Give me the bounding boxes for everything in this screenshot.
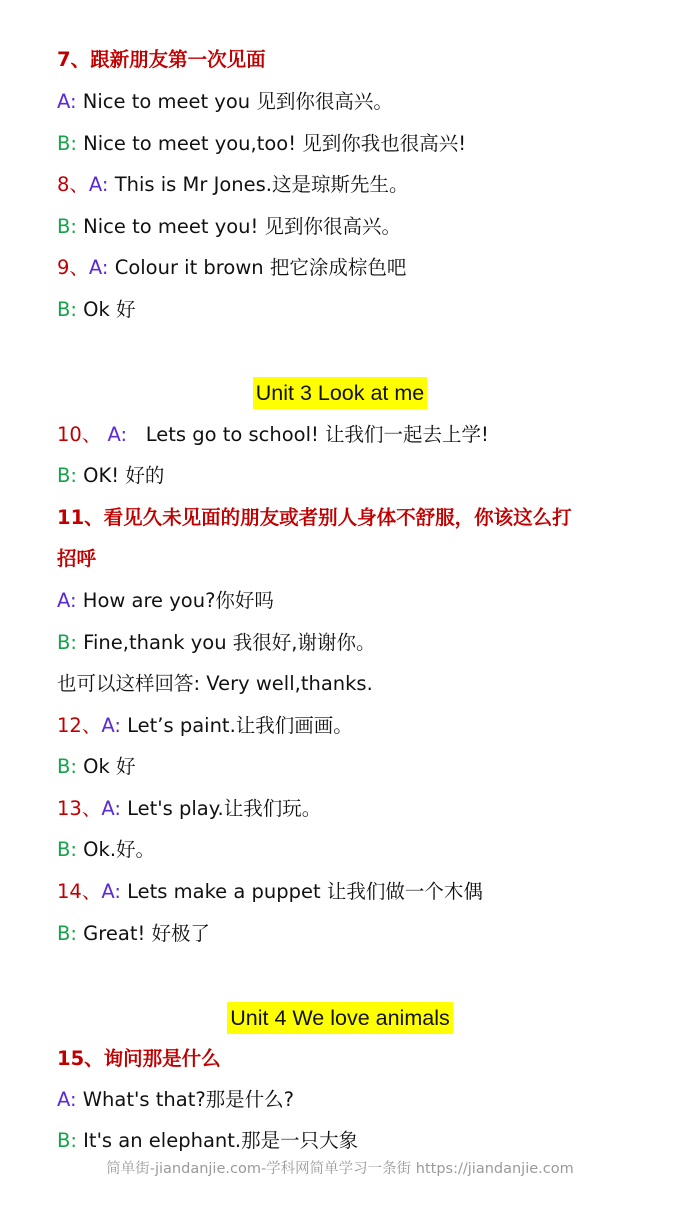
speaker-separator: : [70,1088,83,1111]
item-number: 8、 [57,173,89,196]
speaker-separator: : [101,256,115,279]
item-number: 10、 [57,423,108,446]
speaker-label-a: A [101,797,115,820]
dialog-line [57,1127,358,1155]
speaker-label-a: A [57,589,70,612]
topic-heading-11-continued: 招呼 [57,547,97,570]
speaker-separator: : [70,922,84,945]
speaker-separator: : [114,714,128,737]
speaker-label-b: B [57,464,71,487]
speaker-label-a: A [107,423,121,446]
dialog-line [57,171,408,199]
speaker-label-b: B [57,631,71,654]
dialog-text: Ok.好。 [83,838,156,861]
speaker-separator: : [70,755,84,778]
speaker-label-a: A [88,173,102,196]
dialog-text: Nice to meet you! 见到你很高兴。 [83,215,402,238]
speaker-label-a: A [57,90,70,113]
dialog-text: Great! 好极了 [83,922,210,945]
speaker-label-a: A [88,256,102,279]
item-number: 9、 [57,256,89,279]
dialog-line [57,213,401,241]
topic-heading-7: 7、跟新朋友第一次见面 [57,48,266,71]
dialog-line [57,1086,294,1114]
alternative-answer: 也可以这样回答: Very well,thanks. [57,672,373,695]
speaker-separator: : [70,215,84,238]
speaker-separator: : [70,1129,84,1152]
speaker-separator: : [70,589,83,612]
dialog-line [57,878,483,906]
unit-4-heading-row [0,1002,680,1034]
dialog-text: Lets go to school! 让我们一起去上学! [133,423,489,446]
speaker-separator: : [70,298,84,321]
topic-heading-11: 11、看见久未见面的朋友或者别人身体不舒服，你该这么打 [57,506,572,529]
item-number: 12、 [57,714,102,737]
dialog-line [57,130,466,158]
dialog-line [57,88,393,116]
dialog-text: Nice to meet you 见到你很高兴。 [82,90,393,113]
dialog-line [57,753,136,781]
dialog-line [57,462,164,490]
speaker-separator: : [70,838,84,861]
item-number: 13、 [57,797,102,820]
dialog-line [57,254,406,282]
dialog-text: Ok 好 [83,755,136,778]
dialog-line [57,836,155,864]
dialog-line [57,629,375,657]
unit-4-heading: Unit 4 We love animals [227,1002,452,1034]
dialog-line [57,587,274,615]
speaker-separator: : [114,797,128,820]
dialog-text: Lets make a puppet 让我们做一个木偶 [127,880,483,903]
speaker-label-b: B [57,215,71,238]
item-number: 14、 [57,880,102,903]
dialog-text: Let’s paint.让我们画画。 [127,714,353,737]
speaker-label-b: B [57,132,71,155]
speaker-separator: : [70,90,83,113]
speaker-label-b: B [57,838,71,861]
speaker-label-b: B [57,298,71,321]
footer-watermark: 简单街-jiandanjie.com-学科网简单学习一条街 https://jiandanjie.com [106,1161,574,1177]
dialog-line [57,920,210,948]
speaker-separator: : [120,423,134,446]
dialog-text: Ok 好 [83,298,136,321]
speaker-label-a: A [101,880,115,903]
dialog-line [57,712,353,740]
speaker-separator: : [114,880,128,903]
speaker-label-a: A [57,1088,70,1111]
dialog-line [57,421,489,449]
dialog-text: Nice to meet you,too! 见到你我也很高兴! [83,132,467,155]
speaker-separator: : [70,132,84,155]
speaker-label-a: A [101,714,115,737]
dialog-line [57,296,136,324]
unit-3-heading: Unit 3 Look at me [253,377,428,409]
dialog-text: What's that?那是什么? [82,1088,295,1111]
speaker-label-b: B [57,922,71,945]
dialog-text: Colour it brown 把它涂成棕色吧 [114,256,407,279]
topic-heading-15: 15、询问那是什么 [57,1047,221,1070]
dialog-text: How are you?你好吗 [82,589,274,612]
speaker-label-b: B [57,1129,71,1152]
speaker-label-b: B [57,755,71,778]
dialog-line [57,795,321,823]
dialog-text: OK! 好的 [83,464,165,487]
dialog-text: Fine,thank you 我很好,谢谢你。 [83,631,376,654]
speaker-separator: : [101,173,115,196]
dialog-text: Let's play.让我们玩。 [127,797,322,820]
dialog-text: This is Mr Jones.这是琼斯先生。 [114,173,409,196]
speaker-separator: : [70,631,84,654]
unit-3-heading-row [0,377,680,409]
dialog-text: It's an elephant.那是一只大象 [83,1129,359,1152]
speaker-separator: : [70,464,84,487]
